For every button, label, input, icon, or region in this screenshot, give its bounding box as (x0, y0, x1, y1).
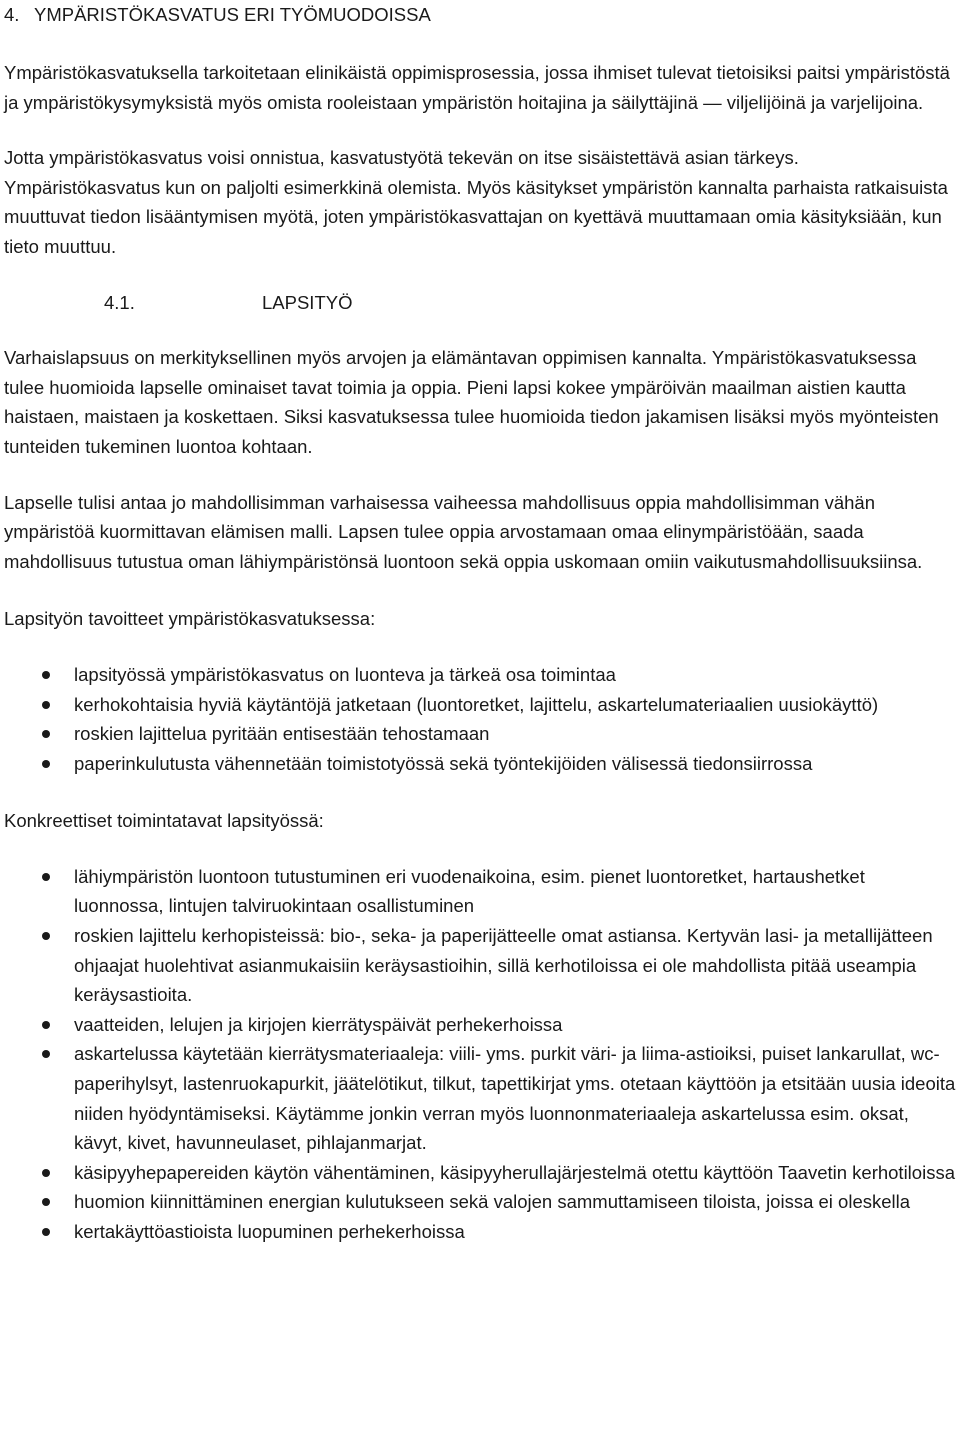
subsection-number: 4.1. (104, 291, 135, 313)
goals-list (4, 660, 956, 778)
list-item: lapsityössä ympäristökasvatus on luonteva ja tärkeä osa toimintaa (4, 660, 956, 690)
practices-title: Konkreettiset toimintatavat lapsityössä: (4, 810, 324, 832)
intro-paragraph-1: Ympäristökasvatuksella tarkoitetaan elinikäistä oppimisprosessia, jossa ihmiset tulevat tietoisiksi paitsi ympäristöstä ja ympäristökysymyksistä myös omista rooleistaan ympäristön hoitajina ja säilyttäjinä — viljelijöinä ja varjelijoina. (4, 62, 950, 113)
list-item: askartelussa käytetään kierrätysmateriaaleja: viili- yms. purkit väri- ja liima-astioiksi, puiset lankarullat, wc-paperihylsyt, lastenruokapurkit, jäätelötikut, tilkut, tapettikirjat yms. otetaan käyttöön ja etsitään uusia ideoita niiden hyödyntämiseksi. Käytämme jonkin verran myös luonnonmateriaaleja askartelussa esim. oksat, kävyt, kivet, havunneulaset, pihlajanmarjat. (4, 1039, 956, 1157)
bullet-icon (42, 1169, 50, 1177)
section-paragraph-1: Varhaislapsuus on merkityksellinen myös arvojen ja elämäntavan oppimisen kannalta. Ympäristökasvatuksessa tulee huomioida lapselle ominaiset tavat toimia ja oppia. Pieni lapsi kokee ympäröivän maailman aistien kautta haistaen, maistaen ja koskettaen. Siksi kasvatuksessa tulee huomioida tiedon jakamisen lisäksi myös myönteisten tunteiden tukeminen luontoa kohtaan. (4, 347, 939, 457)
bullet-icon (42, 873, 50, 881)
section-title: YMPÄRISTÖKASVATUS ERI TYÖMUODOISSA (34, 4, 431, 25)
subsection-heading (4, 288, 956, 318)
bullet-icon (42, 760, 50, 768)
list-item: roskien lajittelu kerhopisteissä: bio-, seka- ja paperijätteelle omat astiansa. Kertyvän lasi- ja metallijätteen ohjaajat huolehtivat asianmukaisiin keräysastioihin, sillä kerhotiloissa ei ole mahdollista pitää useampia keräysastioita. (4, 921, 956, 1010)
practices-list (4, 862, 956, 1247)
bullet-icon (42, 1198, 50, 1206)
section-number: 4. (4, 4, 20, 25)
list-item: kertakäyttöastioista luopuminen perhekerhoissa (4, 1217, 956, 1247)
bullet-icon (42, 1021, 50, 1029)
bullet-icon (42, 1228, 50, 1236)
section-heading (4, 0, 956, 30)
section-paragraph-2: Lapselle tulisi antaa jo mahdollisimman varhaisessa vaiheessa mahdollisuus oppia mahdollisimman vähän ympäristöä kuormittavan elämisen malli. Lapsen tulee oppia arvostamaan omaa elinympäristöään, saada mahdollisuus tutustua oman lähiympäristönsä luontoon sekä oppia uskomaan omiin vaikutusmahdollisuuksiinsa. (4, 491, 923, 572)
bullet-icon (42, 932, 50, 940)
list-item: lähiympäristön luontoon tutustuminen eri vuodenaikoina, esim. pienet luontoretket, hartaushetket luonnossa, lintujen talviruokintaan osallistuminen (4, 862, 956, 921)
list-item: paperinkulutusta vähennetään toimistotyössä sekä työntekijöiden välisessä tiedonsiirrossa (4, 749, 956, 779)
bullet-icon (42, 701, 50, 709)
bullet-icon (42, 1050, 50, 1058)
goals-title: Lapsityön tavoitteet ympäristökasvatuksessa: (4, 608, 376, 630)
list-item: roskien lajittelua pyritään entisestään tehostamaan (4, 719, 956, 749)
list-item: kerhokohtaisia hyviä käytäntöjä jatketaan (luontoretket, lajittelu, askartelumateriaalien uusiokäyttö) (4, 690, 956, 720)
document-page (4, 0, 956, 1247)
list-item: huomion kiinnittäminen energian kulutukseen sekä valojen sammuttamiseen tiloista, joissa ei oleskella (4, 1187, 956, 1217)
intro-paragraph-2: Jotta ympäristökasvatus voisi onnistua, kasvatustyötä tekevän on itse sisäistettävä asian tärkeys. Ympäristökasvatus kun on paljolti esimerkkinä olemista. Myös käsitykset ympäristön kannalta parhaista ratkaisuista muuttuvat tiedon lisääntymisen myötä, joten ympäristökasvattajan on kyettävä muuttamaan omia käsityksiään, kun tieto muuttuu. (4, 147, 948, 257)
list-item: vaatteiden, lelujen ja kirjojen kierrätyspäivät perhekerhoissa (4, 1010, 956, 1040)
list-item: käsipyyhepapereiden käytön vähentäminen, käsipyyherullajärjestelmä otettu käyttöön Taavetin kerhotiloissa (4, 1158, 956, 1188)
subsection-title: LAPSITYÖ (262, 291, 353, 313)
bullet-icon (42, 671, 50, 679)
bullet-icon (42, 730, 50, 738)
